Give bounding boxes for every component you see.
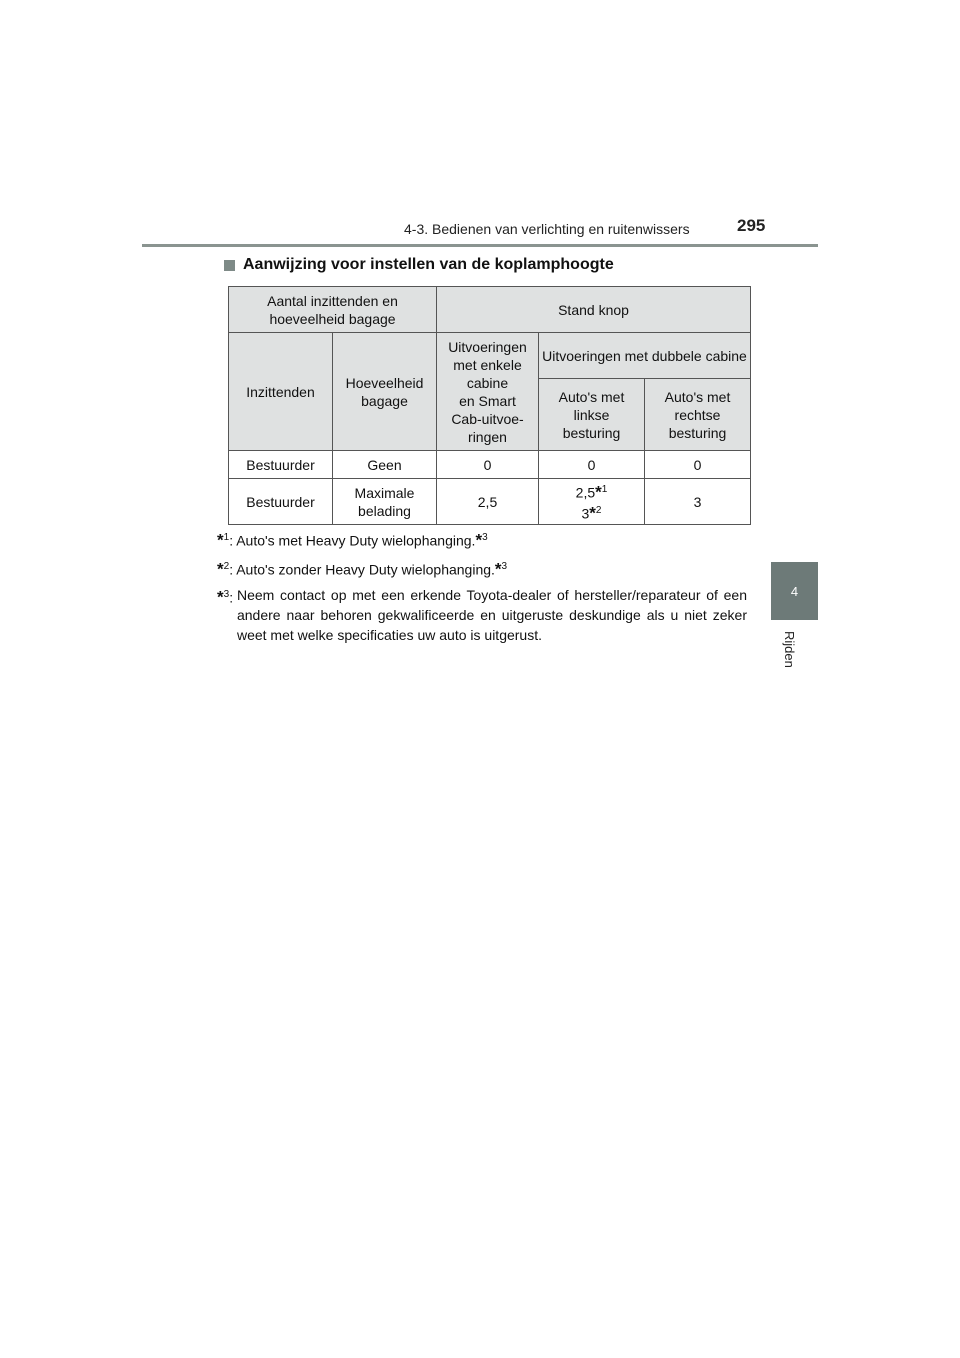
page-number: 295 [737, 216, 766, 235]
footnote-star-icon: * [595, 482, 602, 502]
footnote-2: *$^2$: Auto's zonder Heavy Duty wielophanging.*$^3$ [217, 559, 508, 579]
footnote-star-icon: * [217, 559, 224, 579]
cell-lhd: 0 [539, 451, 645, 479]
cell-luggage: Geen [333, 451, 437, 479]
cell-single-cab: 2,5 [437, 479, 539, 525]
footnote-star-icon: * [589, 503, 596, 523]
footnote-star-icon: * [494, 559, 502, 579]
chapter-number: 4 [790, 583, 799, 599]
cell-rhd: 0 [645, 451, 751, 479]
cell-rhd: 3 [645, 479, 751, 525]
footnote-star-icon: * [217, 530, 224, 550]
cell-occupants: Bestuurder [229, 451, 333, 479]
square-bullet-icon [224, 260, 235, 271]
headlight-level-table [228, 286, 751, 525]
chapter-tab [771, 562, 818, 620]
cell-occupants: Bestuurder [229, 479, 333, 525]
col-luggage: Hoeveelheid bagage [333, 333, 437, 451]
cell-luggage: Maximale belading [333, 479, 437, 525]
cell-single-cab: 0 [437, 451, 539, 479]
header-divider [142, 244, 818, 247]
col-left-hand-drive: Auto's met linkse besturing [539, 379, 645, 451]
cell-lhd: 2,5*$^1$ 3*$^2$ [539, 479, 645, 525]
table-row [229, 479, 751, 525]
footnotes [217, 528, 747, 651]
footnote-star-icon: * [217, 587, 224, 607]
footnote-3: *$^3$: Neem contact op met een erkende Toyota-dealer of hersteller/reparateur of een andere naar behoren gekwalificeerde en uitgeruste deskundige als u niet zeker weet met welke specificaties uw auto is uitgerust. [217, 587, 747, 644]
running-header-title: 4-3. Bedienen van verlichting en ruitenwissers [404, 221, 690, 237]
col-single-cab: Uitvoeringen met enkele cabine en Smart Cab-uitvoe- ringen [437, 333, 539, 451]
footnote-star-icon: * [475, 530, 483, 550]
chapter-label: Rijden [782, 631, 797, 668]
header-knob-position: Stand knop [437, 287, 751, 333]
col-right-hand-drive: Auto's met rechtse besturing [645, 379, 751, 451]
section-heading [224, 256, 614, 274]
section-heading-text: Aanwijzing voor instellen van de koplamphoogte [243, 256, 614, 273]
footnote-1: *$^1$: Auto's met Heavy Duty wielophanging.*$^3$ [217, 530, 488, 550]
table-row [229, 451, 751, 479]
col-double-cab: Uitvoeringen met dubbele cabine [539, 333, 751, 379]
col-occupants: Inzittenden [229, 333, 333, 451]
header-occupants-luggage: Aantal inzittenden en hoeveelheid bagage [229, 287, 437, 333]
